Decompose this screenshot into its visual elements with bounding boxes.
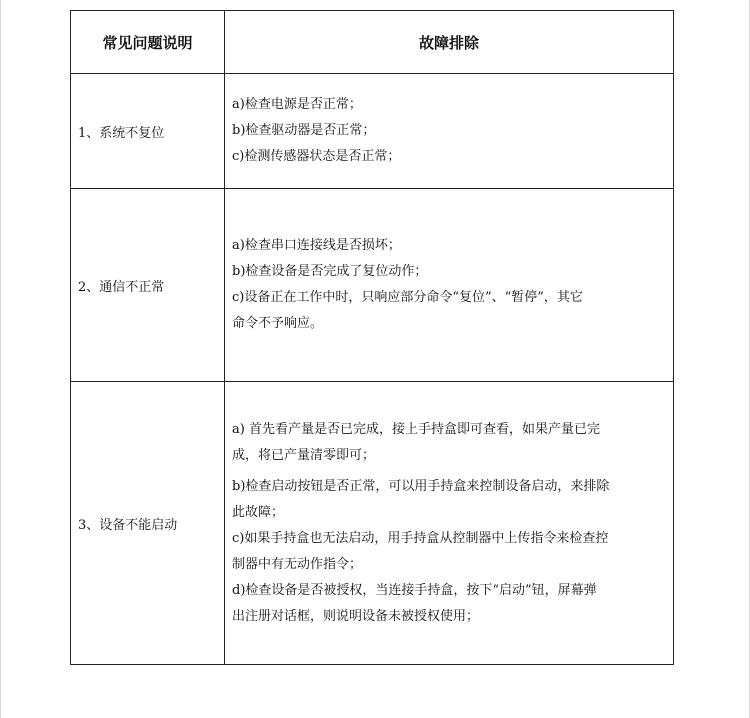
- fix-line: 此故障；: [232, 504, 285, 520]
- table-row: [71, 74, 674, 189]
- issue-cell: 2、通信不正常: [71, 189, 225, 382]
- fix-line: d)检查设备是否被授权，当连接手持盒，按下“启动”钮，屏幕弹: [232, 582, 597, 598]
- fix-line: 命令不予响应。: [232, 316, 324, 331]
- fix-line: c)检测传感器状态是否正常；: [232, 149, 401, 164]
- page-border-left: [0, 0, 1, 718]
- fix-line: b)检查驱动器是否正常；: [232, 123, 376, 138]
- fix-line: b)检查启动按钮是否正常，可以用手持盒来控制设备启动，来排除: [232, 478, 610, 494]
- fix-cell: [225, 382, 674, 665]
- header-fix: 故障排除: [225, 11, 674, 74]
- fix-cell: [225, 189, 674, 382]
- issue-cell: 1、系统不复位: [71, 74, 225, 189]
- fix-line: b)检查设备是否完成了复位动作；: [232, 264, 428, 279]
- fix-line: a)检查电源是否正常；: [232, 97, 362, 112]
- fix-line: 成，将已产量清零即可；: [232, 447, 376, 463]
- header-issue: 常见问题说明: [71, 11, 225, 74]
- fix-line: a) 首先看产量是否已完成，接上手持盒即可查看，如果产量已完: [232, 421, 600, 437]
- fix-line: 出注册对话框，则说明设备未被授权使用；: [232, 608, 480, 624]
- issue-cell: 3、设备不能启动: [71, 382, 225, 665]
- header-row: [71, 11, 674, 74]
- table-row: [71, 382, 674, 665]
- fix-line: c)设备正在工作中时，只响应部分命令“复位”、“暂停”，其它: [232, 290, 583, 305]
- fix-line: c)如果手持盒也无法启动，用手持盒从控制器中上传指令来检查控: [232, 530, 609, 546]
- fix-line: 制器中有无动作指令；: [232, 556, 363, 572]
- troubleshooting-table: [70, 10, 674, 665]
- fix-line: a)检查串口连接线是否损坏；: [232, 238, 401, 253]
- fix-cell: [225, 74, 674, 189]
- table-row: [71, 189, 674, 382]
